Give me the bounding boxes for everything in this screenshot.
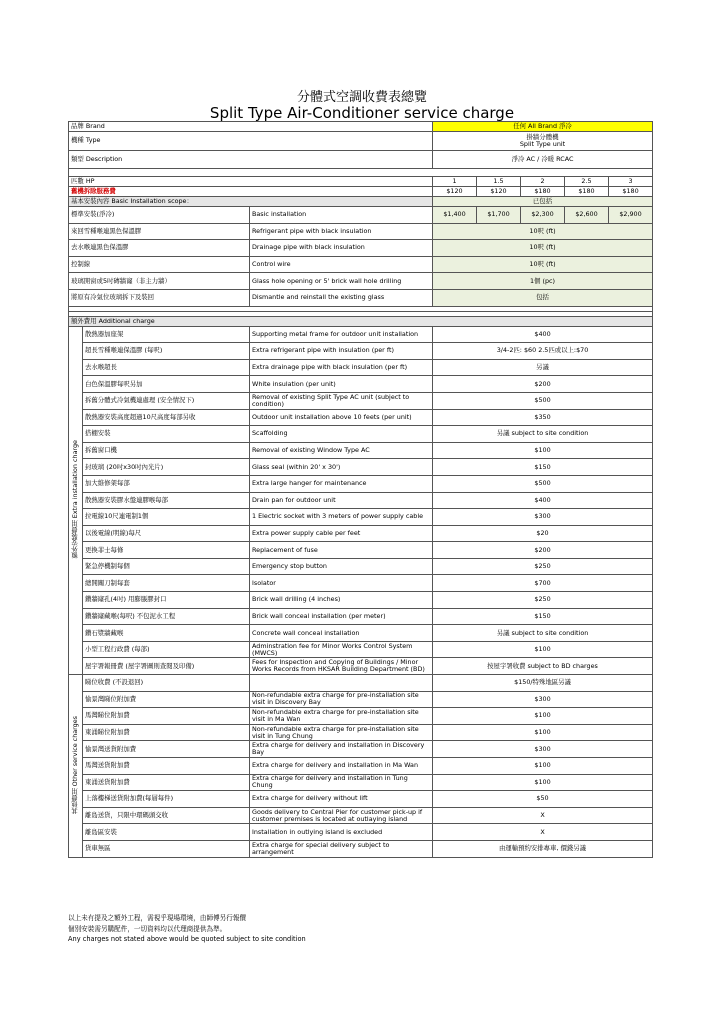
item-en: Drainage pipe with black insulation — [250, 240, 433, 257]
hp-value: 3 — [609, 177, 653, 187]
item-en: Extra charge for delivery and installation in Discovery Bay — [250, 741, 433, 758]
extra-section-label — [69, 326, 83, 674]
item-price: $100 — [433, 758, 653, 775]
item-en: Supporting metal frame for outdoor unit installation — [250, 326, 433, 343]
extra-row — [69, 608, 653, 625]
extra-row — [69, 625, 653, 642]
item-en: Extra refrigerant pipe with insulation (per ft) — [250, 343, 433, 360]
item-zh: 離島區安裝 — [83, 824, 250, 841]
extra-row — [69, 409, 653, 426]
item-en: Isolator — [250, 575, 433, 592]
item-en: Extra power supply cable per feet — [250, 525, 433, 542]
model-value — [433, 132, 653, 151]
item-en: Extra large hanger for maintenance — [250, 475, 433, 492]
footnotes — [68, 913, 306, 945]
item-price: $150 — [433, 459, 653, 476]
item-zh: 馬灣睇位附加費 — [83, 708, 250, 725]
item-zh: 去水喉超長 — [83, 359, 250, 376]
item-zh: 鑽牆窿藏喉(每呎) 不包泥水工程 — [83, 608, 250, 625]
additional-header-row — [69, 316, 653, 326]
item-zh: 散熱器安裝膠水盤連膠喉每部 — [83, 492, 250, 509]
item-price: 另議 subject to site condition — [433, 426, 653, 443]
item-price: X — [433, 807, 653, 824]
item-zh: 去水喉連黑色保溫膠 — [69, 240, 250, 257]
model-value-en: Split Type unit — [519, 140, 566, 148]
other-row — [69, 724, 653, 741]
item-en: Extra charge for delivery and installation in Ma Wan — [250, 758, 433, 775]
item-price: 包括 — [433, 289, 653, 306]
item-zh: 將原有冷氣位玻璃拆下及裝回 — [69, 289, 250, 306]
item-en: Glass seal (within 20' x 30') — [250, 459, 433, 476]
extra-row — [69, 575, 653, 592]
extra-row — [69, 442, 653, 459]
item-price: $300 — [433, 509, 653, 526]
item-price: $2,900 — [609, 207, 653, 224]
scope-label: 基本安裝內容 Basic Installation scope： — [69, 197, 433, 207]
item-zh: 總開關刀制每套 — [83, 575, 250, 592]
other-row — [69, 791, 653, 808]
item-en: 1 Electric socket with 3 meters of power supply cable — [250, 509, 433, 526]
item-zh: 東涌送貨附加費 — [83, 774, 250, 791]
item-zh: 鑽石漿牆藏喉 — [83, 625, 250, 642]
item-en: Non-refundable extra charge for pre-installation site visit in Ma Wan — [250, 708, 433, 725]
item-en: Non-refundable extra charge for pre-installation site visit in Discovery Bay — [250, 691, 433, 708]
item-price: $100 — [433, 774, 653, 791]
extra-row — [69, 475, 653, 492]
extra-row — [69, 359, 653, 376]
hp-value: 1 — [433, 177, 477, 187]
item-price: $500 — [433, 475, 653, 492]
basic-row — [69, 240, 653, 257]
item-price: $300 — [433, 741, 653, 758]
item-zh: 玻璃開窗或5吋磚牆窿（非主力牆） — [69, 273, 250, 290]
item-price: $1,400 — [433, 207, 477, 224]
brand-value: 任何 All Brand 淨冷 — [433, 122, 653, 132]
item-zh: 白色保溫膠每呎另加 — [83, 376, 250, 393]
item-zh: 拉電線10尺連電制1個 — [83, 509, 250, 526]
removal-price: $180 — [565, 187, 609, 197]
item-zh: 貨車無區 — [83, 840, 250, 857]
item-price: $400 — [433, 492, 653, 509]
category-value: 淨冷 AC / 冷暖 RCAC — [433, 151, 653, 169]
item-en: Extra charge for delivery and installation in Tung Chung — [250, 774, 433, 791]
item-price: 10呎 (ft) — [433, 256, 653, 273]
item-price: 另議 — [433, 359, 653, 376]
item-price: 10呎 (ft) — [433, 223, 653, 240]
extra-row — [69, 326, 653, 343]
item-zh: 超長雪種喉連保溫膠 (每呎) — [83, 343, 250, 360]
item-en: Brick wall drilling (4 inches) — [250, 592, 433, 609]
category-label: 類型 Description — [69, 151, 433, 169]
item-zh: 封玻璃 (20吋x30吋內光片) — [83, 459, 250, 476]
item-zh: 更換菲士每條 — [83, 542, 250, 559]
extra-row — [69, 509, 653, 526]
basic-row — [69, 289, 653, 306]
other-row — [69, 691, 653, 708]
item-zh: 拆舊窗口機 — [83, 442, 250, 459]
extra-row — [69, 558, 653, 575]
extra-row — [69, 592, 653, 609]
item-zh: 搭棚安裝 — [83, 426, 250, 443]
item-price: $400 — [433, 326, 653, 343]
extra-row — [69, 343, 653, 360]
removal-price: $120 — [433, 187, 477, 197]
other-section-label — [69, 675, 83, 858]
basic-row — [69, 207, 653, 224]
hp-label: 匹數 HP — [69, 177, 433, 187]
item-zh: 鑽牆窿孔(4吋) 用膨脹膠封口 — [83, 592, 250, 609]
removal-price: $180 — [521, 187, 565, 197]
item-price: 3/4-2匹: $60 2.5匹或以上:$70 — [433, 343, 653, 360]
item-zh: 散熱器加座架 — [83, 326, 250, 343]
item-price: $2,600 — [565, 207, 609, 224]
model-value-zh: 掛牆分體機 — [526, 132, 559, 141]
item-en: Non-refundable extra charge for pre-installation site visit in Tung Chung — [250, 724, 433, 741]
item-en: Adminstration fee for Minor Works Control System (MWCS) — [250, 641, 433, 658]
hp-value: 2.5 — [565, 177, 609, 187]
item-en: Drain pan for outdoor unit — [250, 492, 433, 509]
item-zh: 上落樓梯送貨附加費(每層每件) — [83, 791, 250, 808]
item-zh: 馬灣送貨附加費 — [83, 758, 250, 775]
removal-label: 舊機拆除服務費 — [69, 187, 433, 197]
item-price: $2,300 — [521, 207, 565, 224]
footnote: 以上未有提及之額外工程，需視乎現場環境，由師傅另行報價 — [68, 914, 247, 922]
item-en: Glass hole opening or 5' brick wall hole drilling — [250, 273, 433, 290]
extra-row — [69, 392, 653, 409]
item-price: 1個 (pc) — [433, 273, 653, 290]
removal-price: $180 — [609, 187, 653, 197]
item-price: $250 — [433, 592, 653, 609]
item-price: $100 — [433, 442, 653, 459]
hp-value: 1.5 — [477, 177, 521, 187]
item-en: Scaffolding — [250, 426, 433, 443]
other-row — [69, 807, 653, 824]
other-section-label-text: 其他費用 Other service charges — [70, 715, 79, 814]
item-zh: 控制線 — [69, 256, 250, 273]
item-price: $200 — [433, 376, 653, 393]
page-title-en: Split Type Air-Conditioner service charge — [209, 104, 515, 122]
item-en: Basic installation — [250, 207, 433, 224]
extra-row — [69, 658, 653, 675]
item-zh: 屋宇署報冊費 (屋宇署圖則查閱及印備) — [83, 658, 250, 675]
item-price: $150/特殊地區另議 — [433, 675, 653, 692]
item-en: Refrigerant pipe with black insulation — [250, 223, 433, 240]
item-price: $300 — [433, 691, 653, 708]
extra-section-label-text: 額外安裝費用 Extra installation charge — [70, 439, 79, 559]
hp-value: 2 — [521, 177, 565, 187]
footnote: Any charges not stated above would be quoted subject to site condition — [68, 935, 306, 943]
item-zh: 小型工程行政費 (每部) — [83, 641, 250, 658]
item-en: Control wire — [250, 256, 433, 273]
item-en: Installation in outlying island is excluded — [250, 824, 433, 841]
item-price: $20 — [433, 525, 653, 542]
item-en: Fees for Inspection and Copying of Buildings / Minor Works Records from HKSAR Building Department (BD) — [250, 658, 433, 675]
item-price: $1,700 — [477, 207, 521, 224]
item-zh: 東涌睇位附加費 — [83, 724, 250, 741]
item-price: 由運輸預約安排專車, 價錢另議 — [433, 840, 653, 857]
item-en — [250, 675, 433, 692]
item-zh: 以後電線(明線)每尺 — [83, 525, 250, 542]
item-price: $50 — [433, 791, 653, 808]
item-zh: 愉景灣送貨附加費 — [83, 741, 250, 758]
footnote: 個別安裝需另購配件，一切資料均以代理商提供為準。 — [68, 924, 227, 933]
item-price: $100 — [433, 724, 653, 741]
extra-row — [69, 376, 653, 393]
item-price: $200 — [433, 542, 653, 559]
extra-row — [69, 641, 653, 658]
item-zh: 來回雪種喉連黑色保溫膠 — [69, 223, 250, 240]
scope-value: 已包括 — [433, 197, 653, 207]
extra-row — [69, 525, 653, 542]
item-en: Extra charge for delivery without lift — [250, 791, 433, 808]
extra-row — [69, 542, 653, 559]
basic-row — [69, 223, 653, 240]
additional-header: 額外費用 Additional charge — [69, 316, 653, 326]
extra-row — [69, 492, 653, 509]
item-price: 10呎 (ft) — [433, 240, 653, 257]
item-en: Concrete wall conceal installation — [250, 625, 433, 642]
item-en: Removal of existing Split Type AC unit (subject to condition) — [250, 392, 433, 409]
item-zh: 愉景灣睇位附加費 — [83, 691, 250, 708]
item-zh: 拆舊分體式冷氣機連處理 (安全情況下) — [83, 392, 250, 409]
item-price: $150 — [433, 608, 653, 625]
removal-price: $120 — [477, 187, 521, 197]
extra-row — [69, 426, 653, 443]
item-price: 另議 subject to site condition — [433, 625, 653, 642]
other-row — [69, 708, 653, 725]
item-price: 按屋宇署收費 subject to BD charges — [433, 658, 653, 675]
item-en: Brick wall conceal installation (per meter) — [250, 608, 433, 625]
price-table — [68, 121, 653, 858]
item-en: Goods delivery to Central Pier for customer pick-up if customer premises is located at outlaying island — [250, 807, 433, 824]
spacer-row — [69, 169, 653, 177]
item-zh: 緊急停機制每個 — [83, 558, 250, 575]
item-price: $250 — [433, 558, 653, 575]
item-en: Extra drainage pipe with black insulation (per ft) — [250, 359, 433, 376]
item-zh: 加大維修架每部 — [83, 475, 250, 492]
other-row — [69, 840, 653, 857]
item-en: Removal of existing Window Type AC — [250, 442, 433, 459]
item-price: $350 — [433, 409, 653, 426]
item-en: Outdoor unit installation above 10 feets (per unit) — [250, 409, 433, 426]
other-row — [69, 824, 653, 841]
item-price: $100 — [433, 641, 653, 658]
other-row — [69, 675, 653, 692]
page-title-zh: 分體式空調收費表總覽 — [296, 90, 427, 105]
basic-row — [69, 256, 653, 273]
basic-row — [69, 273, 653, 290]
item-en: Dismantle and reinstall the existing glass — [250, 289, 433, 306]
price-sheet — [68, 121, 652, 858]
item-zh: 標準安裝(淨冷) — [69, 207, 250, 224]
item-price: $700 — [433, 575, 653, 592]
item-price: X — [433, 824, 653, 841]
item-en: White insulation (per unit) — [250, 376, 433, 393]
item-price: $500 — [433, 392, 653, 409]
item-zh: 離島送貨，只限中環碼頭交收 — [83, 807, 250, 824]
brand-label: 品牌 Brand — [69, 122, 433, 132]
item-price: $100 — [433, 708, 653, 725]
other-row — [69, 758, 653, 775]
model-label: 機種 Type — [69, 132, 433, 151]
other-row — [69, 741, 653, 758]
item-en: Extra charge for special delivery subject to arrangement — [250, 840, 433, 857]
extra-row — [69, 459, 653, 476]
item-zh: 散熱器安裝高度超過10尺高度每部另收 — [83, 409, 250, 426]
other-row — [69, 774, 653, 791]
item-en: Emergency stop button — [250, 558, 433, 575]
item-en: Replacement of fuse — [250, 542, 433, 559]
item-zh: 睇位收費 (不設退回) — [83, 675, 250, 692]
